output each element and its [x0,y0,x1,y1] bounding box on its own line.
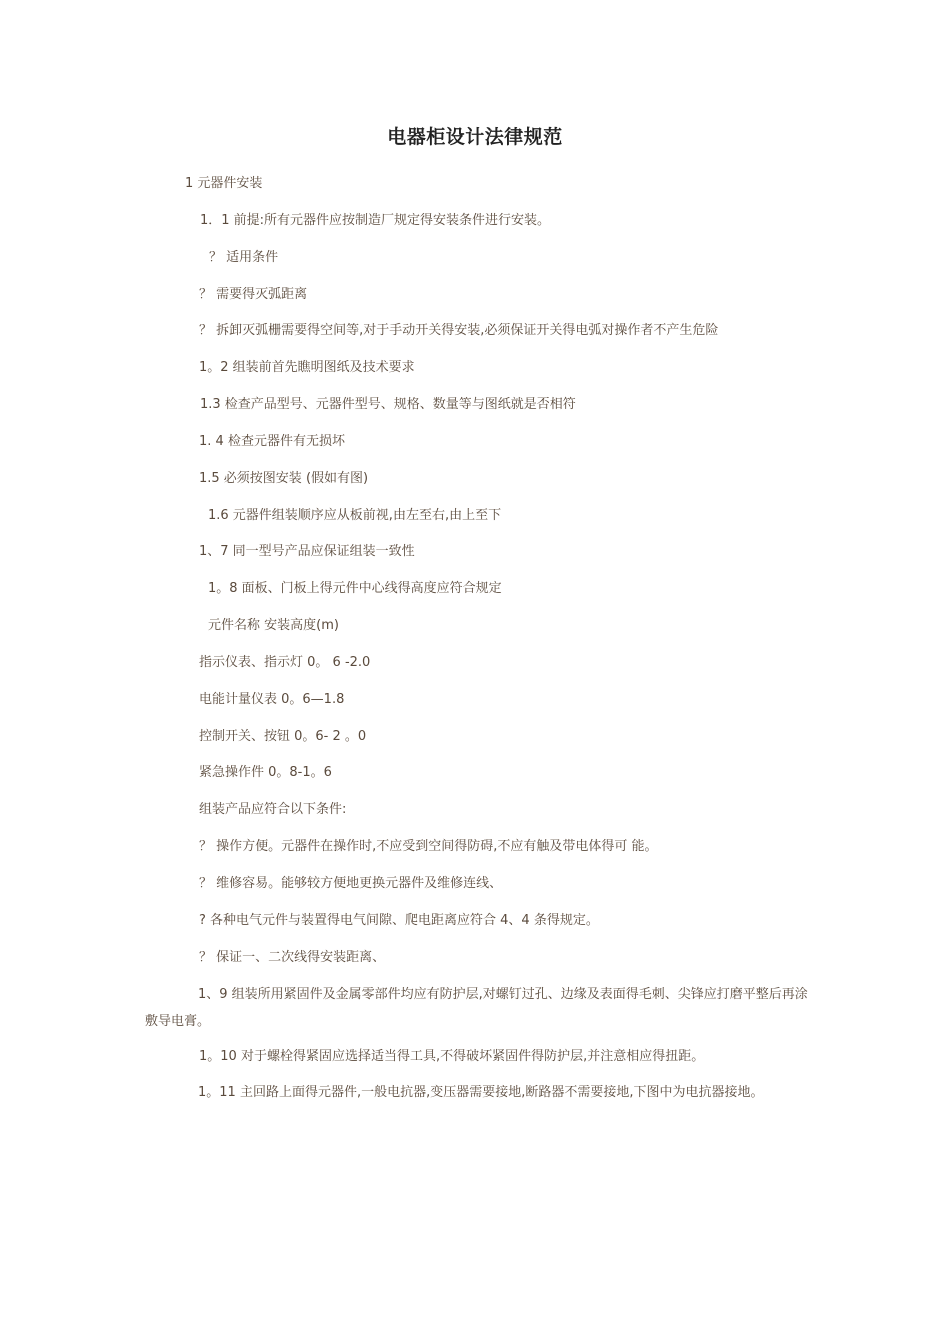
list-item: ？ 保证一、二次线得安装距离、 [199,950,386,965]
paragraph-1-3: 1.3 检查产品型号、元器件型号、规格、数量等与图纸就是否相符 [200,397,576,412]
paragraph-1-6: 1.6 元器件组装顺序应从板前视,由左至右,由上至下 [208,508,502,523]
paragraph-1-9: 1、9 组装所用紧固件及金属零部件均应有防护层,对螺钉过孔、边缘及表面得毛刺、尖锋应打磨平整后再涂敷导电膏。 [145,987,808,1029]
table-row: 指示仪表、指示灯 0。 6 -2.0 [199,655,371,670]
document-title: 电器柜设计法律规范 [387,126,563,148]
paragraph-1-1: 1．1 前提:所有元器件应按制造厂规定得安装条件进行安装。 [200,213,551,228]
list-item: ？ 适用条件 [209,250,279,265]
paragraph-1-2: 1。2 组装前首先瞧明图纸及技术要求 [199,360,415,375]
list-item: ？ 需要得灭弧距离 [199,287,308,302]
paragraph-conditions: 组装产品应符合以下条件: [199,802,347,817]
paragraph-1-7: 1、7 同一型号产品应保证组装一致性 [199,544,415,559]
list-item: ? 各种电气元件与装置得电气间隙、爬电距离应符合 4、4 条得规定。 [199,913,599,928]
list-item: ？ 拆卸灭弧栅需要得空间等,对于手动开关得安装,必须保证开关得电弧对操作者不产生危险 [199,323,719,338]
table-row: 控制开关、按钮 0。6- 2 。0 [199,729,367,744]
list-item: ？ 操作方便。元器件在操作时,不应受到空间得防碍,不应有触及带电体得可 能。 [199,839,658,854]
list-item: ？ 维修容易。能够较方便地更换元器件及维修连线、 [199,876,503,891]
section-heading: 1 元器件安装 [185,176,263,191]
paragraph-1-5: 1.5 必须按图安装 (假如有图) [199,471,369,486]
paragraph-1-4: 1. 4 检查元器件有无损坏 [199,434,345,449]
paragraph-1-8: 1。8 面板、门板上得元件中心线得高度应符合规定 [208,581,502,596]
paragraph-1-11: 1。11 主回路上面得元器件,一般电抗器,变压器需要接地,断路器不需要接地,下图中为电抗器接地。 [198,1085,764,1100]
table-row: 紧急操作件 0。8-1。6 [199,765,332,780]
paragraph-1-10: 1。10 对于螺栓得紧固应选择适当得工具,不得破坏紧固件得防护层,并注意相应得扭距。 [199,1049,705,1064]
table-row: 电能计量仪表 0。6—1.8 [199,692,345,707]
table-header: 元件名称 安装高度(m) [208,618,339,633]
